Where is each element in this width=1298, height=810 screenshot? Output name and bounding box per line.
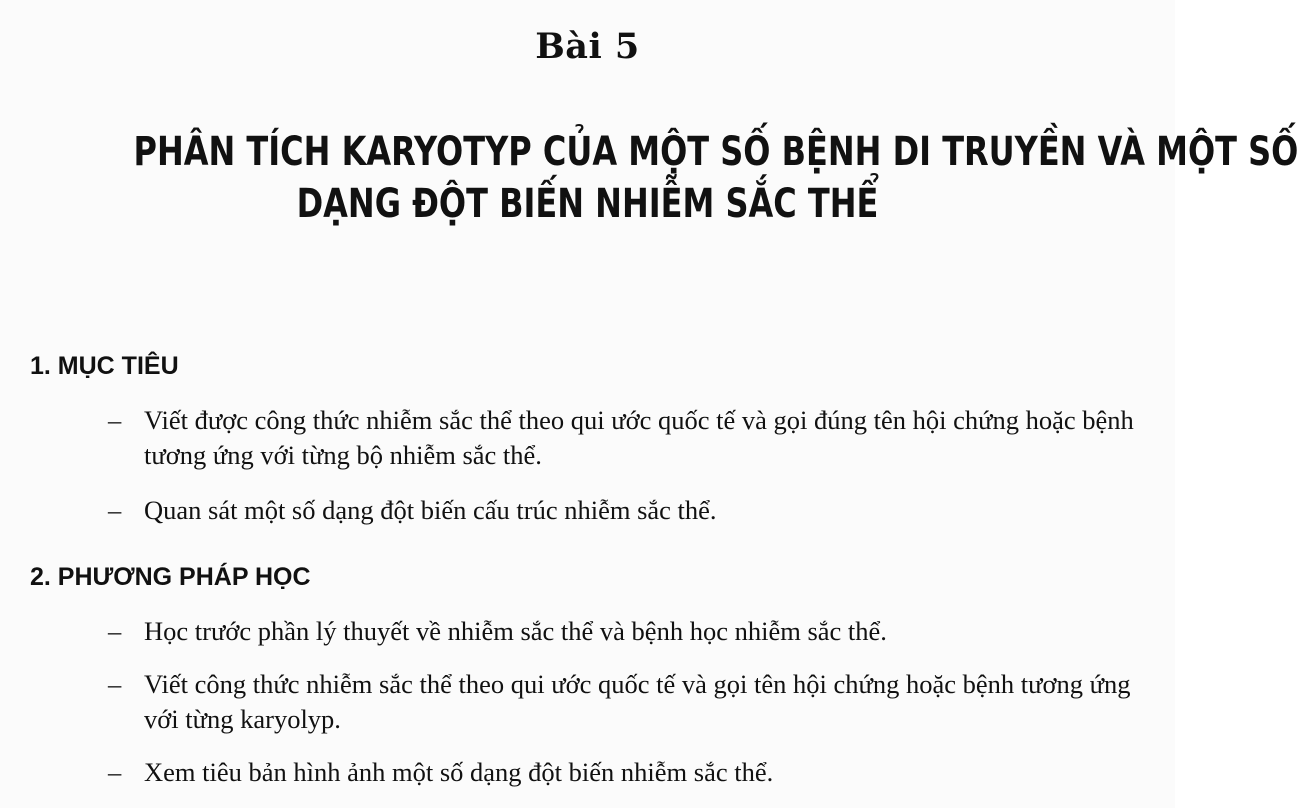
list-item-text: Học trước phần lý thuyết về nhiễm sắc thể và bệnh học nhiễm sắc thể. [144, 616, 887, 646]
list-item [108, 755, 1153, 790]
list-item-text: Xem tiêu bản hình ảnh một số dạng đột biến nhiễm sắc thể. [144, 757, 774, 787]
list-item-text: Viết được công thức nhiễm sắc thể theo qui ước quốc tế và gọi đúng tên hội chứng hoặc bệnh tương ứng với từng bộ nhiễm sắc thể. [144, 405, 1134, 470]
lesson-title-line-1: PHÂN TÍCH KARYOTYP CỦA MỘT SỐ BỆNH DI TRUYỀN VÀ MỘT SỐ [133, 129, 1298, 175]
lesson-title-line-2: DẠNG ĐỘT BIẾN NHIỄM SẮC THỂ [296, 181, 879, 227]
dash-bullet: – [108, 669, 122, 699]
lesson-title [133, 126, 1298, 230]
list-item-text: Quan sát một số dạng đột biến cấu trúc nhiễm sắc thể. [144, 495, 717, 525]
list-item-text: Viết công thức nhiễm sắc thể theo qui ước quốc tế và gọi tên hội chứng hoặc bệnh tương ứng với từng karyolyp. [144, 669, 1131, 734]
list-item [108, 493, 1153, 528]
dash-bullet: – [108, 616, 122, 646]
section-heading-study-method: 2. PHƯƠNG PHÁP HỌC [30, 563, 311, 591]
section-heading-objectives: 1. MỤC TIÊU [30, 352, 179, 380]
lesson-number: Bài 5 [535, 26, 640, 67]
dash-bullet: – [108, 495, 122, 525]
list-item [108, 667, 1153, 737]
dash-bullet: – [108, 405, 122, 435]
study-method-list [108, 614, 1153, 810]
list-item [108, 403, 1153, 473]
dash-bullet: – [108, 757, 122, 787]
list-item [108, 614, 1153, 649]
objectives-list [108, 403, 1153, 548]
